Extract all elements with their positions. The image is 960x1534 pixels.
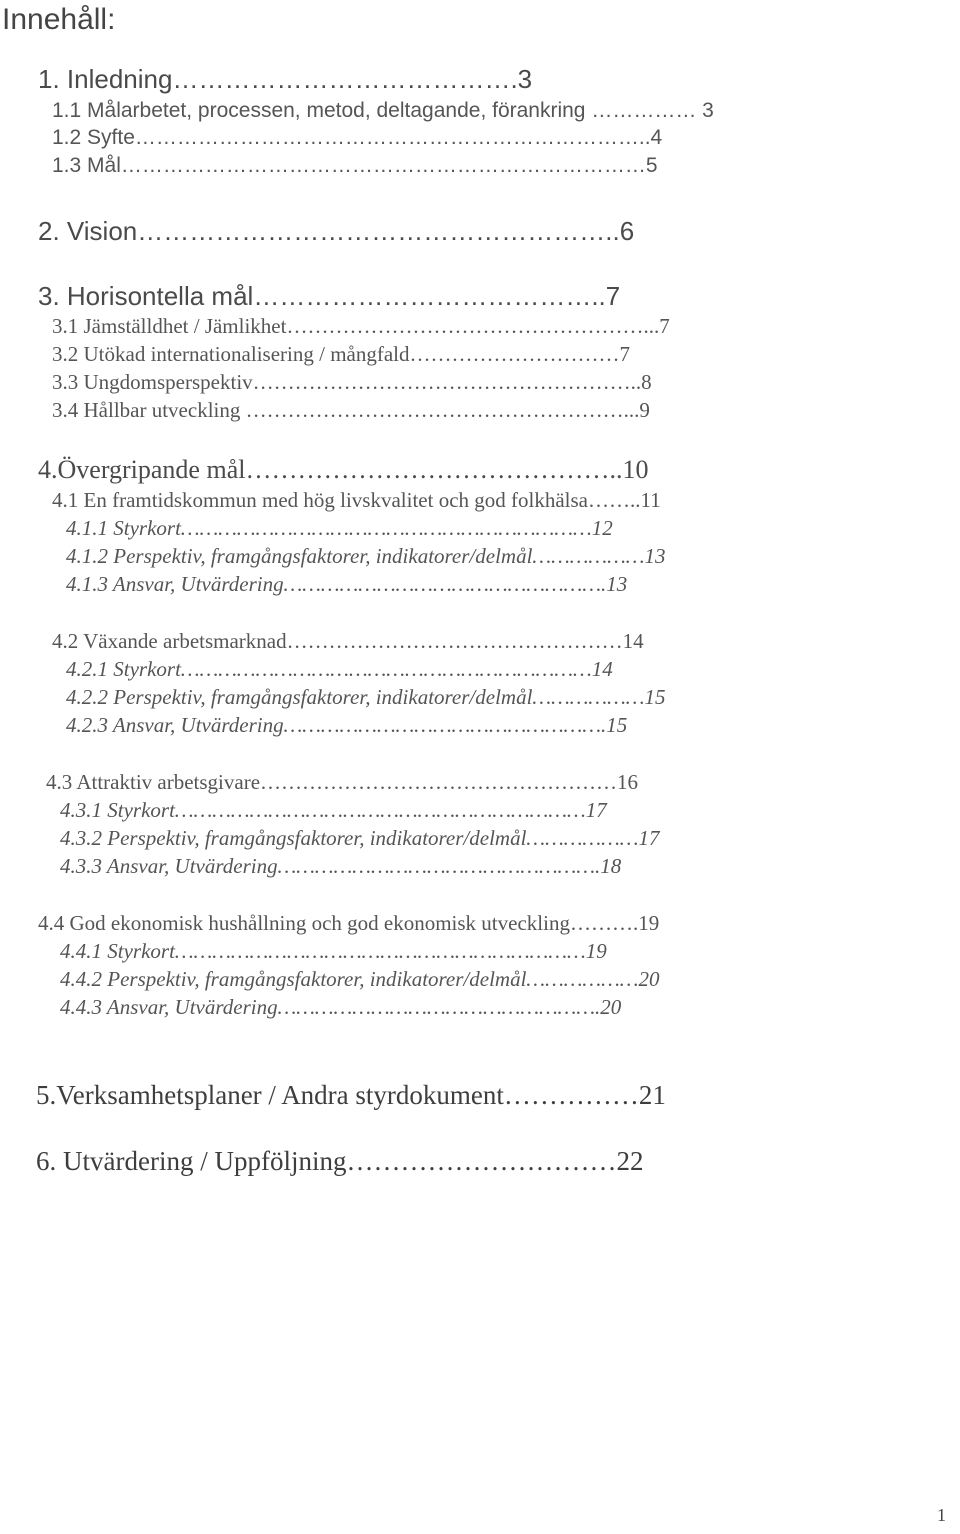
toc-entry-2[interactable]: 2. Vision………………………………………………..6 [38, 216, 635, 246]
toc-entry-4[interactable]: 4.Övergripande mål……………………………………..10 [38, 455, 649, 484]
toc-entry-4-1-2[interactable]: 4.1.2 Perspektiv, framgångsfaktorer, indikatorer/delmål………………13 [66, 544, 666, 568]
toc-entry-1-3[interactable]: 1.3 Mål…………………………………………………………………5 [52, 154, 658, 177]
toc-entry-4-1-1[interactable]: 4.1.1 Styrkort…………………………………………………………12 [66, 516, 613, 540]
toc-entry-1-2[interactable]: 1.2 Syfte………………………………………………………………..4 [52, 126, 663, 149]
toc-entry-4-3[interactable]: 4.3 Attraktiv arbetsgivare……………………………………………16 [46, 770, 639, 794]
toc-entry-4-4-1[interactable]: 4.4.1 Styrkort…………………………………………………………19 [60, 939, 607, 963]
toc-entry-1[interactable]: 1. Inledning………………………………….3 [38, 64, 533, 94]
toc-entry-4-1-3[interactable]: 4.1.3 Ansvar, Utvärdering…………………………………………….13 [66, 572, 628, 596]
toc-entry-3-4[interactable]: 3.4 Hållbar utveckling ………………………………………………...9 [52, 398, 650, 422]
toc-entry-6[interactable]: 6. Utvärdering / Uppföljning…………………………22 [36, 1146, 644, 1176]
toc-entry-3[interactable]: 3. Horisontella mål…………………………………..7 [38, 281, 621, 311]
toc-entry-4-2-3[interactable]: 4.2.3 Ansvar, Utvärdering…………………………………………….15 [66, 713, 628, 737]
toc-entry-4-3-1[interactable]: 4.3.1 Styrkort…………………………………………………………17 [60, 798, 607, 822]
toc-entry-4-2-1[interactable]: 4.2.1 Styrkort…………………………………………………………14 [66, 657, 613, 681]
page-number: 1 [937, 1505, 946, 1525]
toc-entry-3-2[interactable]: 3.2 Utökad internationalisering / mångfald…………………………7 [52, 342, 630, 366]
toc-entry-4-2[interactable]: 4.2 Växande arbetsmarknad…………………………………………14 [52, 629, 644, 653]
toc-entry-1-1[interactable]: 1.1 Målarbetet, processen, metod, deltagande, förankring …………… 3 [52, 99, 714, 122]
page-heading: Innehåll: [2, 3, 116, 36]
toc-entry-3-1[interactable]: 3.1 Jämställdhet / Jämlikhet……………………………………………...7 [52, 314, 670, 338]
toc-entry-4-3-3[interactable]: 4.3.3 Ansvar, Utvärdering…………………………………………….18 [60, 854, 622, 878]
toc-entry-4-4-2[interactable]: 4.4.2 Perspektiv, framgångsfaktorer, indikatorer/delmål………………20 [60, 967, 660, 991]
toc-entry-4-4[interactable]: 4.4 God ekonomisk hushållning och god ekonomisk utveckling……….19 [38, 911, 660, 935]
toc-entry-4-3-2[interactable]: 4.3.2 Perspektiv, framgångsfaktorer, indikatorer/delmål………………17 [60, 826, 660, 850]
toc-entry-4-2-2[interactable]: 4.2.2 Perspektiv, framgångsfaktorer, indikatorer/delmål………………15 [66, 685, 666, 709]
toc-entry-4-1[interactable]: 4.1 En framtidskommun med hög livskvalitet och god folkhälsa……..11 [52, 488, 661, 512]
toc-entry-5[interactable]: 5.Verksamhetsplaner / Andra styrdokument……………21 [36, 1080, 666, 1110]
toc-entry-4-4-3[interactable]: 4.4.3 Ansvar, Utvärdering…………………………………………….20 [60, 995, 622, 1019]
toc-entry-3-3[interactable]: 3.3 Ungdomsperspektiv………………………………………………..8 [52, 370, 652, 394]
